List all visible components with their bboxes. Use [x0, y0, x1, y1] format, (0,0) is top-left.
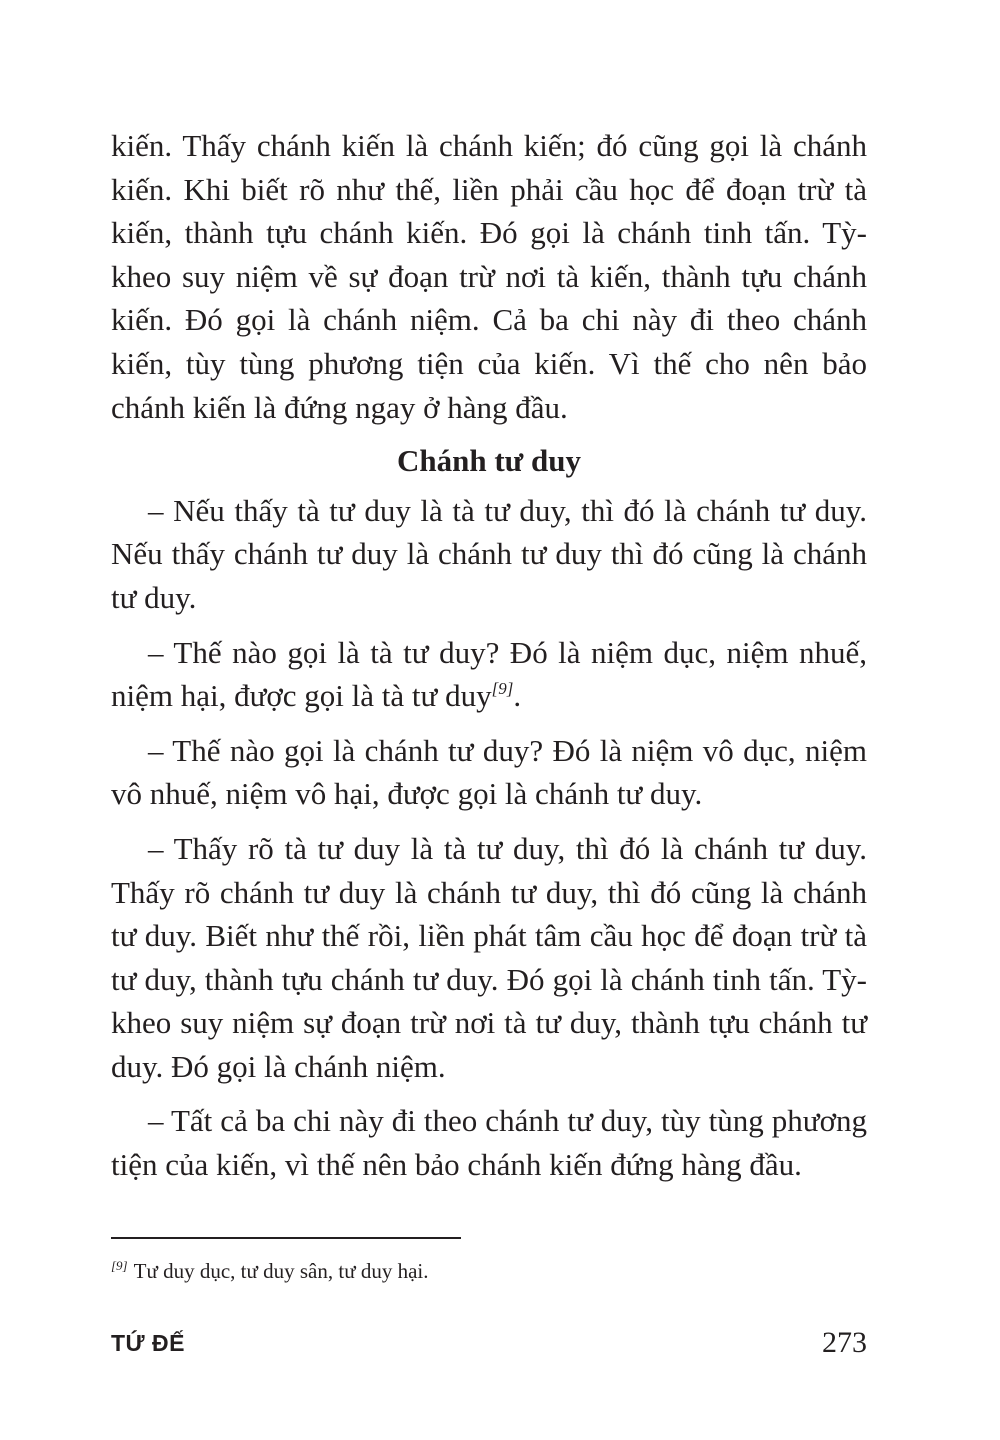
page-body [111, 124, 867, 1187]
footnote-divider [111, 1237, 461, 1239]
intro-paragraph: kiến. Thấy chánh kiến là chánh kiến; đó cũng gọi là chánh kiến. Khi biết rõ như thế, liền phải cầu học để đoạn trừ tà kiến, thành tựu chánh kiến. Đó gọi là chánh tinh tấn. Tỳ-kheo suy niệm về sự đoạn trừ nơi tà kiến, thành tựu chánh kiến. Đó gọi là chánh niệm. Cả ba chi này đi theo chánh kiến, tùy tùng phương tiện của kiến. Vì thế cho nên bảo chánh kiến là đứng ngay ở hàng đầu. [111, 128, 867, 425]
paragraph-3: – Thế nào gọi là chánh tư duy? Đó là niệm vô dục, niệm vô nhuế, niệm vô hại, được gọi là chánh tư duy. [111, 732, 867, 812]
paragraph-2 [111, 631, 867, 718]
footnote-text: Tư duy dục, tư duy sân, tư duy hại. [133, 1259, 429, 1283]
paragraph-4: – Thấy rõ tà tư duy là tà tư duy, thì đó là chánh tư duy. Thấy rõ chánh tư duy là chánh tư duy, thì đó cũng là chánh tư duy. Biết như thế rồi, liền phát tâm cầu học để đoạn trừ tà tư duy, thành tựu chánh tư duy. Đó gọi là chánh tinh tấn. Tỳ-kheo suy niệm sự đoạn trừ nơi tà tư duy, thành tựu chánh tư duy. Đó gọi là chánh niệm. [111, 830, 867, 1084]
running-title: TỨ ĐẾ [111, 1330, 185, 1356]
footnote-marker: [9] [111, 1258, 128, 1273]
paragraph-2-end: . [513, 678, 522, 714]
footnote [111, 1257, 429, 1285]
paragraph-2-text: – Thế nào gọi là tà tư duy? Đó là niệm dục, niệm nhuế, niệm hại, được gọi là tà tư duy [111, 634, 867, 714]
page-number: 273 [822, 1326, 867, 1359]
paragraph-1: – Nếu thấy tà tư duy là tà tư duy, thì đó là chánh tư duy. Nếu thấy chánh tư duy là chánh tư duy thì đó cũng là chánh tư duy. [111, 492, 867, 615]
section-heading: Chánh tư duy [396, 443, 582, 479]
footnote-reference[interactable]: [9] [491, 679, 514, 699]
paragraph-5: – Tất cả ba chi này đi theo chánh tư duy, tùy tùng phương tiện của kiến, vì thế nên bảo chánh kiến đứng hàng đầu. [111, 1103, 867, 1183]
